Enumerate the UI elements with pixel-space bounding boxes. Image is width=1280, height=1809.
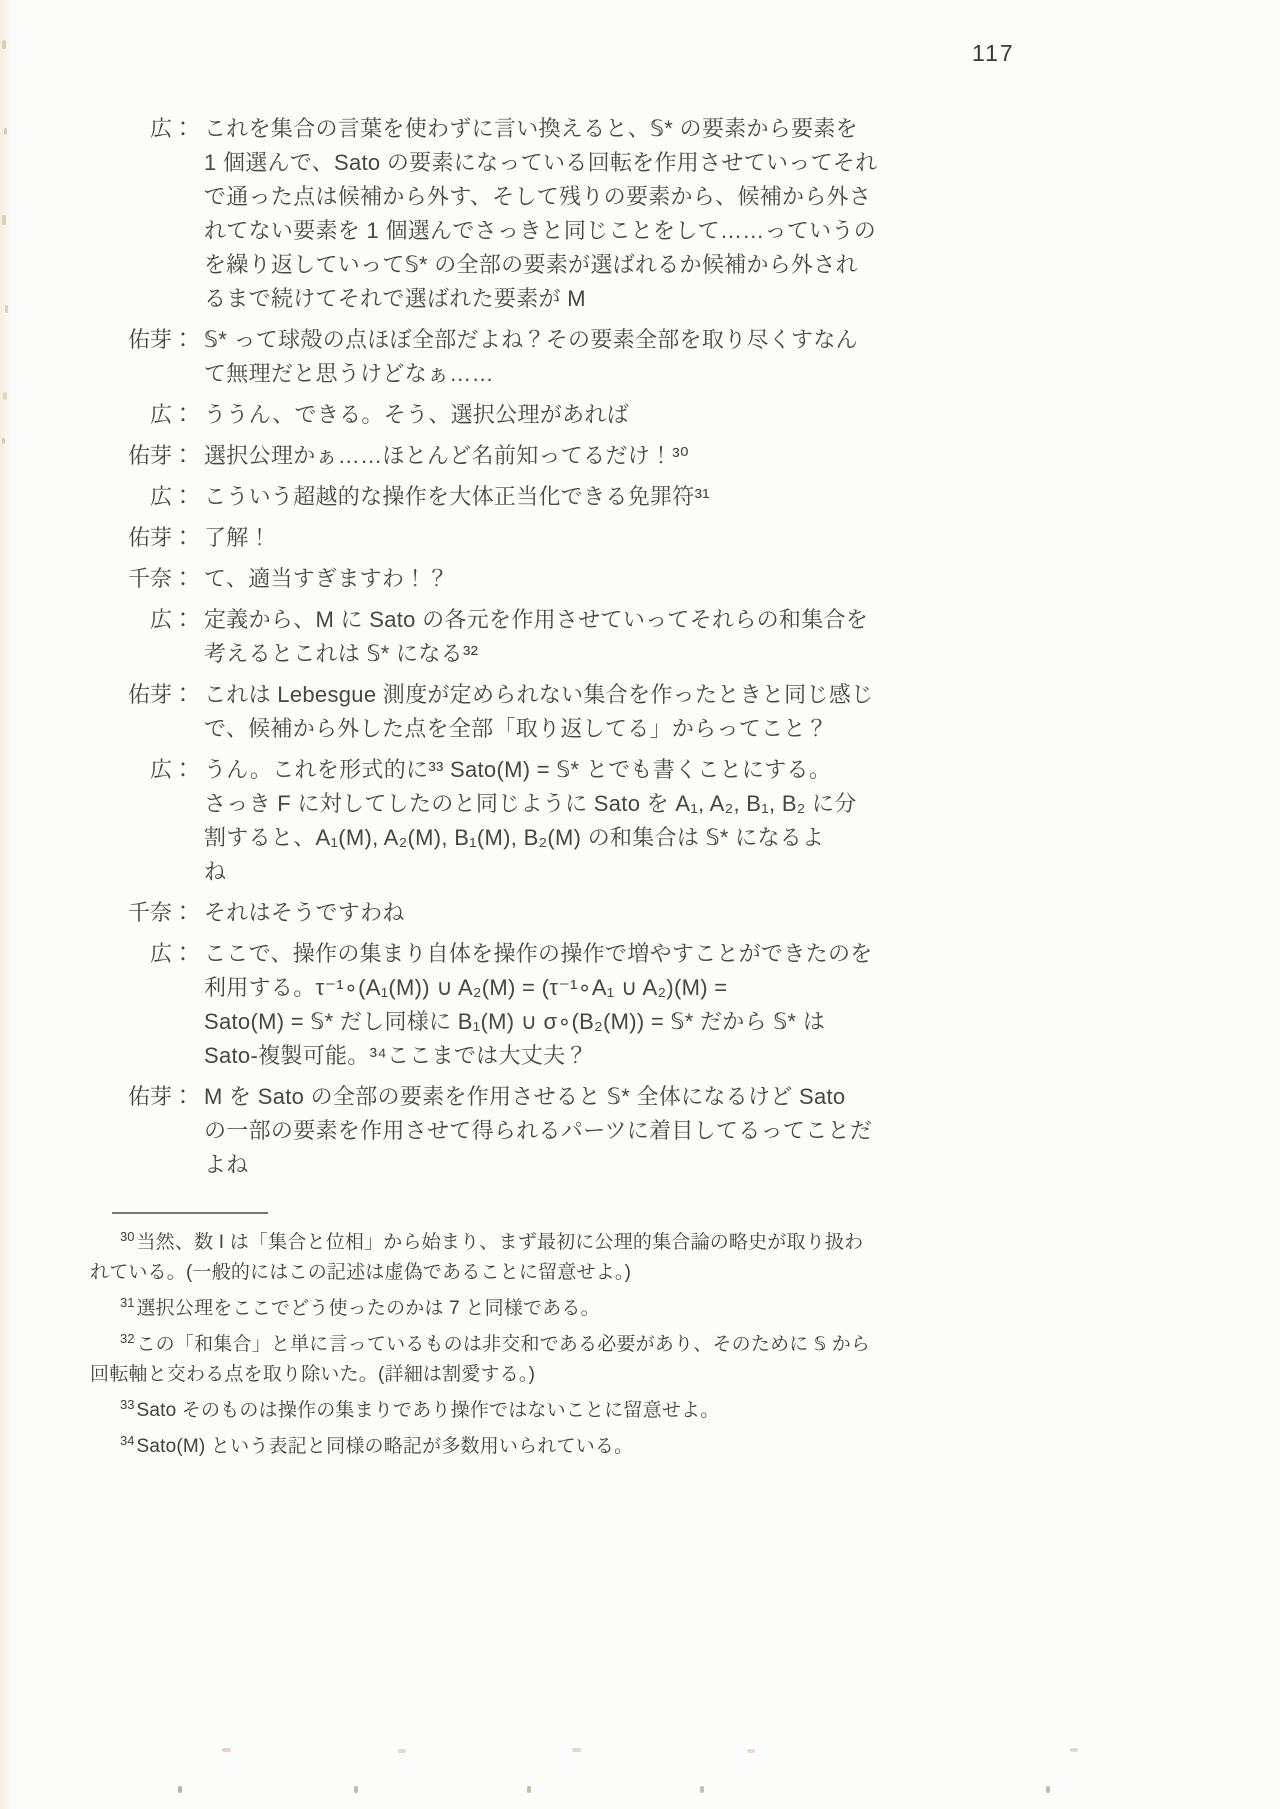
dialogue-line: を繰り返していって𝕊* の全部の要素が選ばれるか候補から外され <box>204 252 858 277</box>
page-number: 117 <box>972 40 1015 66</box>
scan-artifact <box>1070 1748 1078 1752</box>
dialogue-lines <box>204 112 877 316</box>
dialogue-lines <box>204 1080 872 1182</box>
footnote <box>90 1390 1280 1426</box>
scan-artifact <box>2 40 6 49</box>
dialogue-line: で通った点は候補から外す、そして残りの要素から、候補から外さ <box>204 184 872 209</box>
footnote-text: Sato(M) という表記と同様の略記が多数用いられている。 <box>136 1436 634 1457</box>
footnote-separator <box>112 1212 268 1214</box>
dialogue-line: これを集合の言葉を使わずに言い換えると、𝕊* の要素から要素を <box>204 116 858 141</box>
dialogue-lines <box>204 937 873 1073</box>
speaker-label: 広： <box>149 116 194 141</box>
dialogue-lines <box>204 521 271 555</box>
dialogue-block <box>118 753 1280 889</box>
speaker-label: 広： <box>149 941 194 966</box>
footnote-number: 32 <box>120 1331 135 1346</box>
speaker-label: 佑芽： <box>127 682 194 707</box>
dialogue-block <box>118 1080 1280 1182</box>
scan-artifact <box>572 1748 581 1752</box>
dialogue-line: ね <box>204 859 227 884</box>
dialogue-lines <box>204 480 710 514</box>
dialogue-line: て無理だと思うけどなぁ…… <box>204 361 494 386</box>
scan-artifact <box>354 1786 358 1793</box>
scan-artifact <box>2 215 6 225</box>
dialogue-line: M を Sato の全部の要素を作用させると 𝕊* 全体になるけど Sato <box>204 1084 846 1109</box>
dialogue-block <box>118 603 1280 671</box>
dialogue-line: Sato-複製可能。³⁴ここまでは大丈夫？ <box>204 1043 588 1068</box>
footnote-line <box>90 1426 1280 1462</box>
scan-artifact <box>747 1749 755 1753</box>
dialogue-block <box>118 562 1280 596</box>
speaker-label: 千奈： <box>127 900 194 925</box>
dialogue-lines <box>204 562 449 596</box>
footnote <box>90 1324 1280 1390</box>
dialogue-line: るまで続けてそれで選ばれた要素が M <box>204 286 586 311</box>
footnote <box>90 1288 1280 1324</box>
dialogue-line: れてない要素を 1 個選んでさっきと同じことをして……っていうの <box>204 218 877 243</box>
dialogue-lines <box>204 323 858 391</box>
dialogue-block <box>118 480 1280 514</box>
dialogue-line: 割すると、A₁(M), A₂(M), B₁(M), B₂(M) の和集合は 𝕊* になるよ <box>204 825 825 850</box>
scan-artifact <box>178 1786 182 1793</box>
footnote-text: 当然、数 I は「集合と位相」から始まり、まず最初に公理的集合論の略史が取り扱わ <box>136 1232 864 1253</box>
dialogue-line: それはそうですわね <box>204 900 405 925</box>
footnote-text: れている。(一般的にはこの記述は虚偽であることに留意せよ。) <box>90 1262 632 1283</box>
scan-artifact <box>1046 1786 1050 1793</box>
footnote-text: 選択公理をここでどう使ったのかは 7 と同様である。 <box>136 1298 600 1319</box>
dialogue-block <box>118 398 1280 432</box>
dialogue-line: 考えるとこれは 𝕊* になる³² <box>204 641 479 666</box>
scan-artifact <box>700 1786 704 1793</box>
scan-artifact <box>527 1786 531 1793</box>
speaker-label: 佑芽： <box>127 443 194 468</box>
dialogue-lines <box>204 439 689 473</box>
dialogue-line: 定義から、M に Sato の各元を作用させていってそれらの和集合を <box>204 607 869 632</box>
dialogue-block <box>118 678 1280 746</box>
dialogue-block <box>118 896 1280 930</box>
dialogue-block <box>118 521 1280 555</box>
dialogue-line: 了解！ <box>204 525 271 550</box>
dialogue-lines <box>204 678 873 746</box>
footnote-line <box>90 1222 1280 1258</box>
dialogue-line: で、候補から外した点を全部「取り返してる」からってこと？ <box>204 716 828 741</box>
scan-artifact <box>3 392 7 400</box>
speaker-label: 千奈： <box>127 566 194 591</box>
scan-edge-shadow <box>0 0 12 1809</box>
dialogue-line: 利用する。τ⁻¹∘(A₁(M)) ∪ A₂(M) = (τ⁻¹∘A₁ ∪ A₂)(M) = <box>204 975 728 1000</box>
dialogue-line: 1 個選んで、Sato の要素になっている回転を作用させていってそれ <box>204 150 878 175</box>
dialogue-line: こういう超越的な操作を大体正当化できる免罪符³¹ <box>204 484 710 509</box>
dialogue-block <box>118 937 1280 1073</box>
dialogue-block <box>118 323 1280 391</box>
footnote <box>90 1426 1280 1462</box>
dialogue-line: て、適当すぎますわ！？ <box>204 566 449 591</box>
speaker-label: 佑芽： <box>127 327 194 352</box>
dialogue-lines <box>204 398 629 432</box>
footnote-text: Sato そのものは操作の集まりであり操作ではないことに留意せよ。 <box>136 1400 720 1421</box>
footnote-line <box>90 1324 1280 1360</box>
scan-artifact <box>398 1749 406 1753</box>
dialogue-block <box>118 112 1280 316</box>
dialogue-line: うん。これを形式的に³³ Sato(M) = 𝕊* とでも書くことにする。 <box>204 757 832 782</box>
dialogue-block <box>118 439 1280 473</box>
dialogue-line: ううん、できる。そう、選択公理があれば <box>204 402 630 427</box>
speaker-label: 佑芽： <box>127 525 194 550</box>
dialogue-lines <box>204 603 868 671</box>
footnote <box>90 1222 1280 1288</box>
dialogue-lines <box>204 753 857 889</box>
scan-artifact <box>5 305 8 313</box>
footnote-text: 回転軸と交わる点を取り除いた。(詳細は割愛する。) <box>90 1364 536 1385</box>
scan-artifact <box>2 438 5 444</box>
footnote-line <box>90 1288 1280 1324</box>
footnote-line <box>90 1390 1280 1426</box>
dialogue-line: 𝕊* って球殻の点ほぼ全部だよね？その要素全部を取り尽くすなん <box>204 327 858 352</box>
dialogue-line: Sato(M) = 𝕊* だし同様に B₁(M) ∪ σ∘(B₂(M)) = 𝕊* だから 𝕊* は <box>204 1009 826 1034</box>
scan-artifact <box>4 128 7 135</box>
speaker-label: 広： <box>149 757 194 782</box>
footnotes-section <box>90 1222 1280 1462</box>
speaker-label: 佑芽： <box>127 1084 194 1109</box>
speaker-label: 広： <box>149 484 194 509</box>
scan-artifact <box>222 1748 231 1752</box>
footnote-number: 30 <box>120 1229 135 1244</box>
dialogue-line: さっき F に対してしたのと同じように Sato を A₁, A₂, B₁, B₂ に分 <box>204 791 857 816</box>
dialogue-line: の一部の要素を作用させて得られるパーツに着目してるってことだ <box>204 1118 873 1143</box>
dialogue-lines <box>204 896 405 930</box>
footnote-number: 34 <box>120 1433 135 1448</box>
dialogue-line: 選択公理かぁ……ほとんど名前知ってるだけ！³⁰ <box>204 443 690 468</box>
dialogue-line: ここで、操作の集まり自体を操作の操作で増やすことができたのを <box>204 941 873 966</box>
speaker-label: 広： <box>149 402 194 427</box>
dialogue-line: これは Lebesgue 測度が定められない集合を作ったときと同じ感じ <box>204 682 874 707</box>
footnote-number: 33 <box>120 1397 135 1412</box>
footnote-number: 31 <box>120 1295 135 1310</box>
footnote-text: この「和集合」と単に言っているものは非交和である必要があり、そのために 𝕊 から <box>136 1334 871 1355</box>
speaker-label: 広： <box>149 607 194 632</box>
dialogue-line: よね <box>204 1152 249 1177</box>
